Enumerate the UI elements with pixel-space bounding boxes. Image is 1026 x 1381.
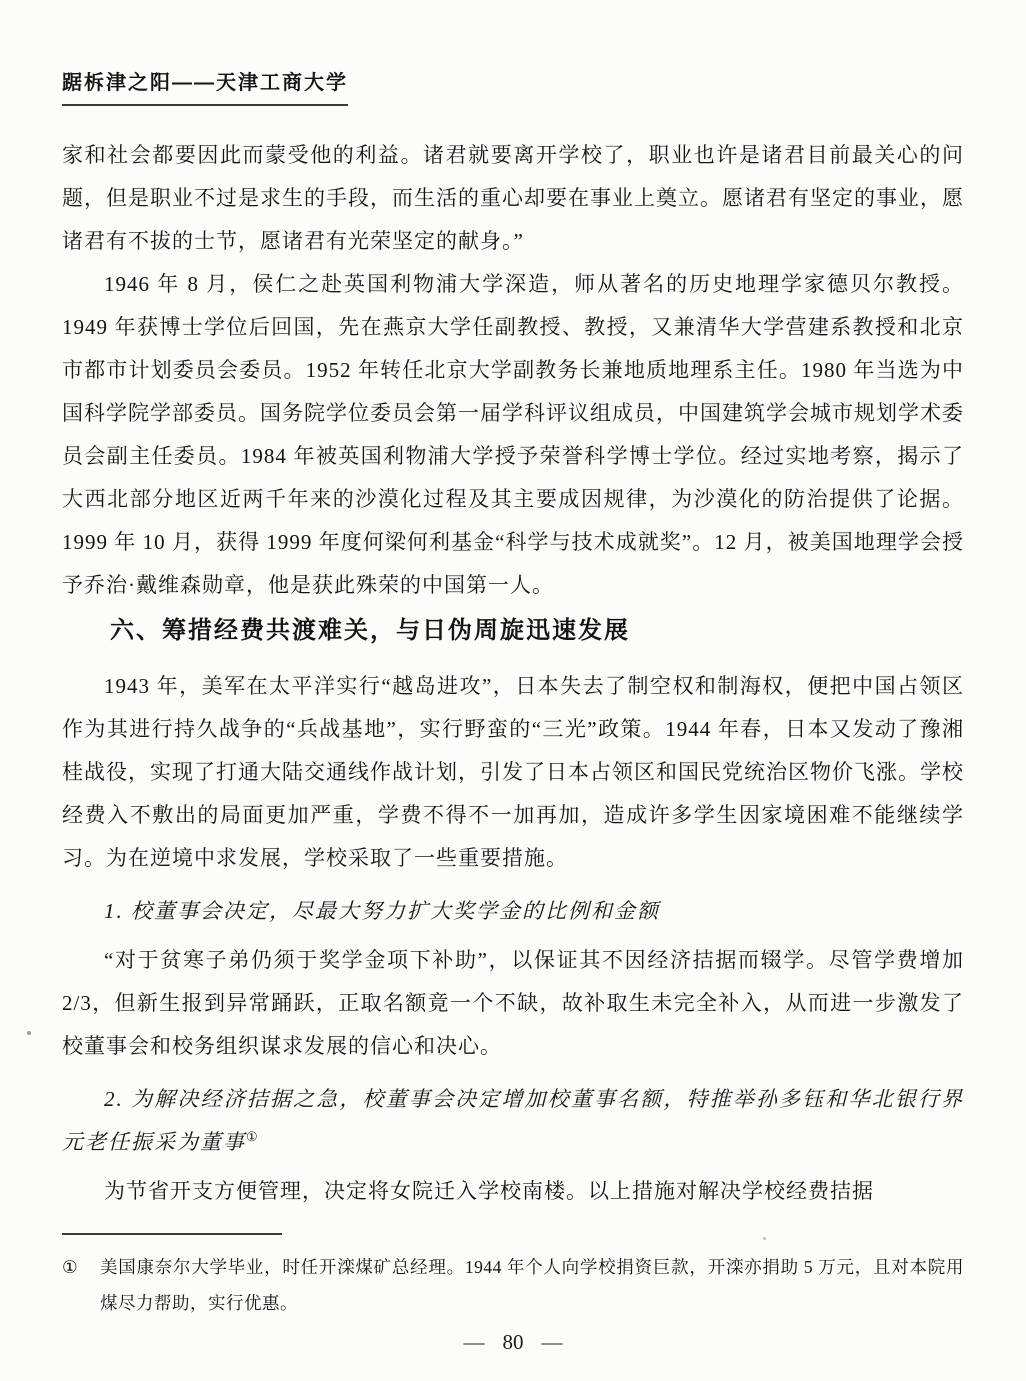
footnote-reference-mark: ① xyxy=(246,1129,260,1144)
page-number-left-dash: — xyxy=(463,1330,485,1354)
scan-speck xyxy=(27,1031,31,1035)
scan-speck xyxy=(763,1237,766,1240)
list-item-1-heading: 1. 校董事会决定，尽最大努力扩大奖学金的比例和金额 xyxy=(104,899,660,923)
paragraph-move-south-building: 为节省开支方便管理，决定将女院迁入学校南楼。以上措施对解决学校经费拮据 xyxy=(104,1179,874,1203)
footnote xyxy=(62,1249,964,1321)
running-header-row xyxy=(62,70,964,106)
section-heading: 六、筹措经费共渡难关，与日伪周旋迅速发展 xyxy=(110,617,630,644)
paragraph-1943-war: 1943 年，美军在太平洋实行“越岛进攻”，日本失去了制空权和制海权，便把中国占领区作为其进行持久战争的“兵战基地”，实行野蛮的“三光”政策。1944 年春，日本又发动了豫湘桂战役，实现了打通大陆交通线作战计划，引发了日本占领区和国民党统治区物价飞涨。学校经费入不敷出的局面更加严重，学费不得不一加再加，造成许多学生因家境困难不能继续学习。为在逆境中求发展，学校采取了一些重要措施。 xyxy=(62,674,964,870)
paragraph-scholarship: “对于贫寒子弟仍须于奖学金项下补助”，以保证其不因经济拮据而辍学。尽管学费增加 2/3，但新生报到异常踊跃，正取名额竟一个不缺，故补取生未完全补入，从而进一步激发了校董事会和校务组织谋求发展的信心和决心。 xyxy=(62,948,964,1058)
footnote-number-mark: ① xyxy=(62,1257,78,1277)
page-number-footer xyxy=(0,1330,1026,1355)
list-item-2-text: 2. 为解决经济拮据之急，校董事会决定增加校董事名额，特推举孙多钰和华北银行界元老任振采为董事 xyxy=(62,1087,964,1154)
running-header-title: 踞柝津之阳——天津工商大学 xyxy=(62,70,348,106)
page-number: 80 xyxy=(502,1330,524,1354)
page-number-right-dash: — xyxy=(541,1330,563,1354)
list-item-2-heading xyxy=(62,1078,964,1164)
footnote-divider-rule xyxy=(62,1233,282,1235)
paragraph-hourenzhi-biography: 1946 年 8 月，侯仁之赴英国利物浦大学深造，师从著名的历史地理学家德贝尔教授。1949 年获博士学位后回国，先在燕京大学任副教授、教授，又兼清华大学营建系教授和北京市都市计划委员会委员。1952 年转任北京大学副教务长兼地质地理系主任。1980 年当选为中国科学院学部委员。国务院学位委员会第一届学科评议组成员，中国建筑学会城市规划学术委员会副主任委员。1984 年被英国利物浦大学授予荣誉科学博士学位。经过实地考察，揭示了大西北部分地区近两千年来的沙漠化过程及其主要成因规律，为沙漠化的防治提供了论据。1999 年 10 月，获得 1999 年度何梁何利基金“科学与技术成就奖”。12 月，被美国地理学会授予乔治·戴维森勋章，他是获此殊荣的中国第一人。 xyxy=(62,272,964,597)
body-column xyxy=(62,134,964,1321)
paragraph-continuation: 家和社会都要因此而蒙受他的利益。诸君就要离开学校了，职业也许是诸君目前最关心的问题，但是职业不过是求生的手段，而生活的重心却要在事业上奠立。愿诸君有坚定的事业，愿诸君有不拔的士节，愿诸君有光荣坚定的献身。” xyxy=(62,143,964,253)
footnote-text: 美国康奈尔大学毕业，时任开滦煤矿总经理。1944 年个人向学校捐资巨款，开滦亦捐助 5 万元，且对本院用煤尽力帮助，实行优惠。 xyxy=(100,1257,964,1313)
